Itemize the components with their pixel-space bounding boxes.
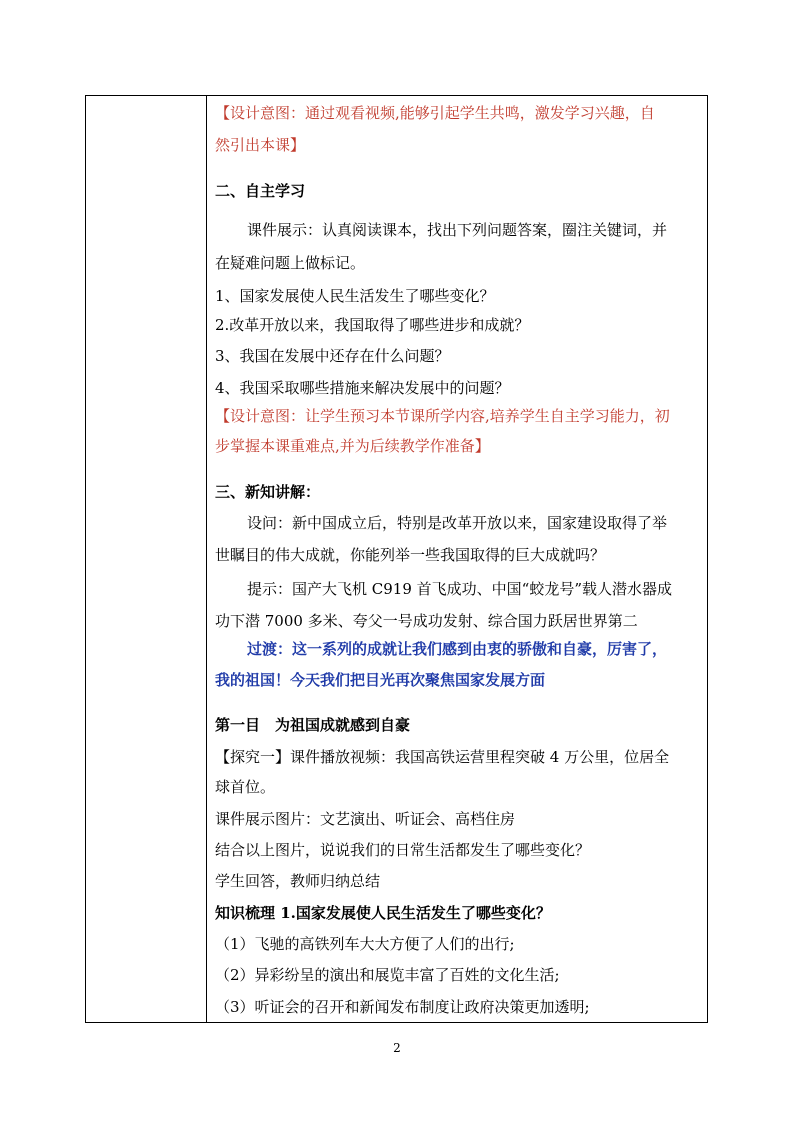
subsection-heading-1: 第一目 为祖国成就感到自豪 (215, 716, 411, 734)
knowledge-summary-heading: 知识梳理 1.国家发展使人民生活发生了哪些变化？ (215, 904, 551, 922)
design-intent-1-line-2: 然引出本课】 (215, 136, 306, 154)
design-intent-2-line-1: 【设计意图：让学生预习本节课所学内容,培养学生自主学习能力，初 (215, 407, 670, 425)
courseware-display-line-2: 在疑难问题上做标记。 (215, 254, 366, 272)
page-number: 2 (393, 1041, 401, 1055)
question-prompt-line-2: 世瞩目的伟大成就，你能列举一些我国取得的巨大成就吗？ (215, 546, 606, 564)
table-column-divider (206, 95, 207, 1023)
courseware-images: 课件展示图片：文艺演出、听证会、高档住房 (215, 810, 516, 828)
question-1: 1、国家发展使人民生活发生了哪些变化？ (215, 287, 495, 305)
question-prompt-line-1: 设问：新中国成立后，特别是改革开放以来，国家建设取得了举 (247, 514, 668, 532)
design-intent-2-line-2: 步掌握本课重难点,并为后续教学作准备】 (215, 437, 490, 455)
transition-line-1: 过渡：这一系列的成就让我们感到由衷的骄傲和自豪，厉害了， (247, 640, 668, 658)
question-2: 2.改革开放以来，我国取得了哪些进步和成就？ (215, 316, 530, 334)
knowledge-point-3: （3）听证会的召开和新闻发布制度让政府决策更加透明; (215, 998, 590, 1016)
section-heading-self-study: 二、自主学习 (215, 182, 306, 200)
knowledge-point-1: （1）飞驰的高铁列车大大方便了人们的出行; (215, 935, 515, 953)
design-intent-1-line-1: 【设计意图：通过观看视频,能够引起学生共鸣，激发学习兴趣，自 (215, 104, 655, 122)
question-3: 3、我国在发展中还存在什么问题？ (215, 347, 450, 365)
exploration-1-line-2: 球首位。 (215, 778, 276, 796)
hint-line-1: 提示：国产大飞机 C919 首飞成功、中国“蛟龙号”载人潜水器成 (247, 580, 672, 598)
exploration-1-line-1: 【探究一】课件播放视频：我国高铁运营里程突破 4 万公里，位居全 (215, 748, 670, 766)
courseware-display-line-1: 课件展示：认真阅读课本，找出下列问题答案，圈注关键词，并 (247, 221, 668, 239)
transition-line-2: 我的祖国！今天我们把目光再次聚焦国家发展方面 (215, 671, 546, 689)
question-4: 4、我国采取哪些措施来解决发展中的问题？ (215, 379, 510, 397)
knowledge-point-2: （2）异彩纷呈的演出和展览丰富了百姓的文化生活; (215, 966, 560, 984)
discussion-prompt: 结合以上图片，说说我们的日常生活都发生了哪些变化？ (215, 841, 591, 859)
student-answer-note: 学生回答，教师归纳总结 (215, 872, 381, 890)
section-heading-new-knowledge: 三、新知讲解： (215, 483, 321, 501)
hint-line-2: 功下潜 7000 多米、夸父一号成功发射、综合国力跃居世界第二 (215, 612, 638, 630)
